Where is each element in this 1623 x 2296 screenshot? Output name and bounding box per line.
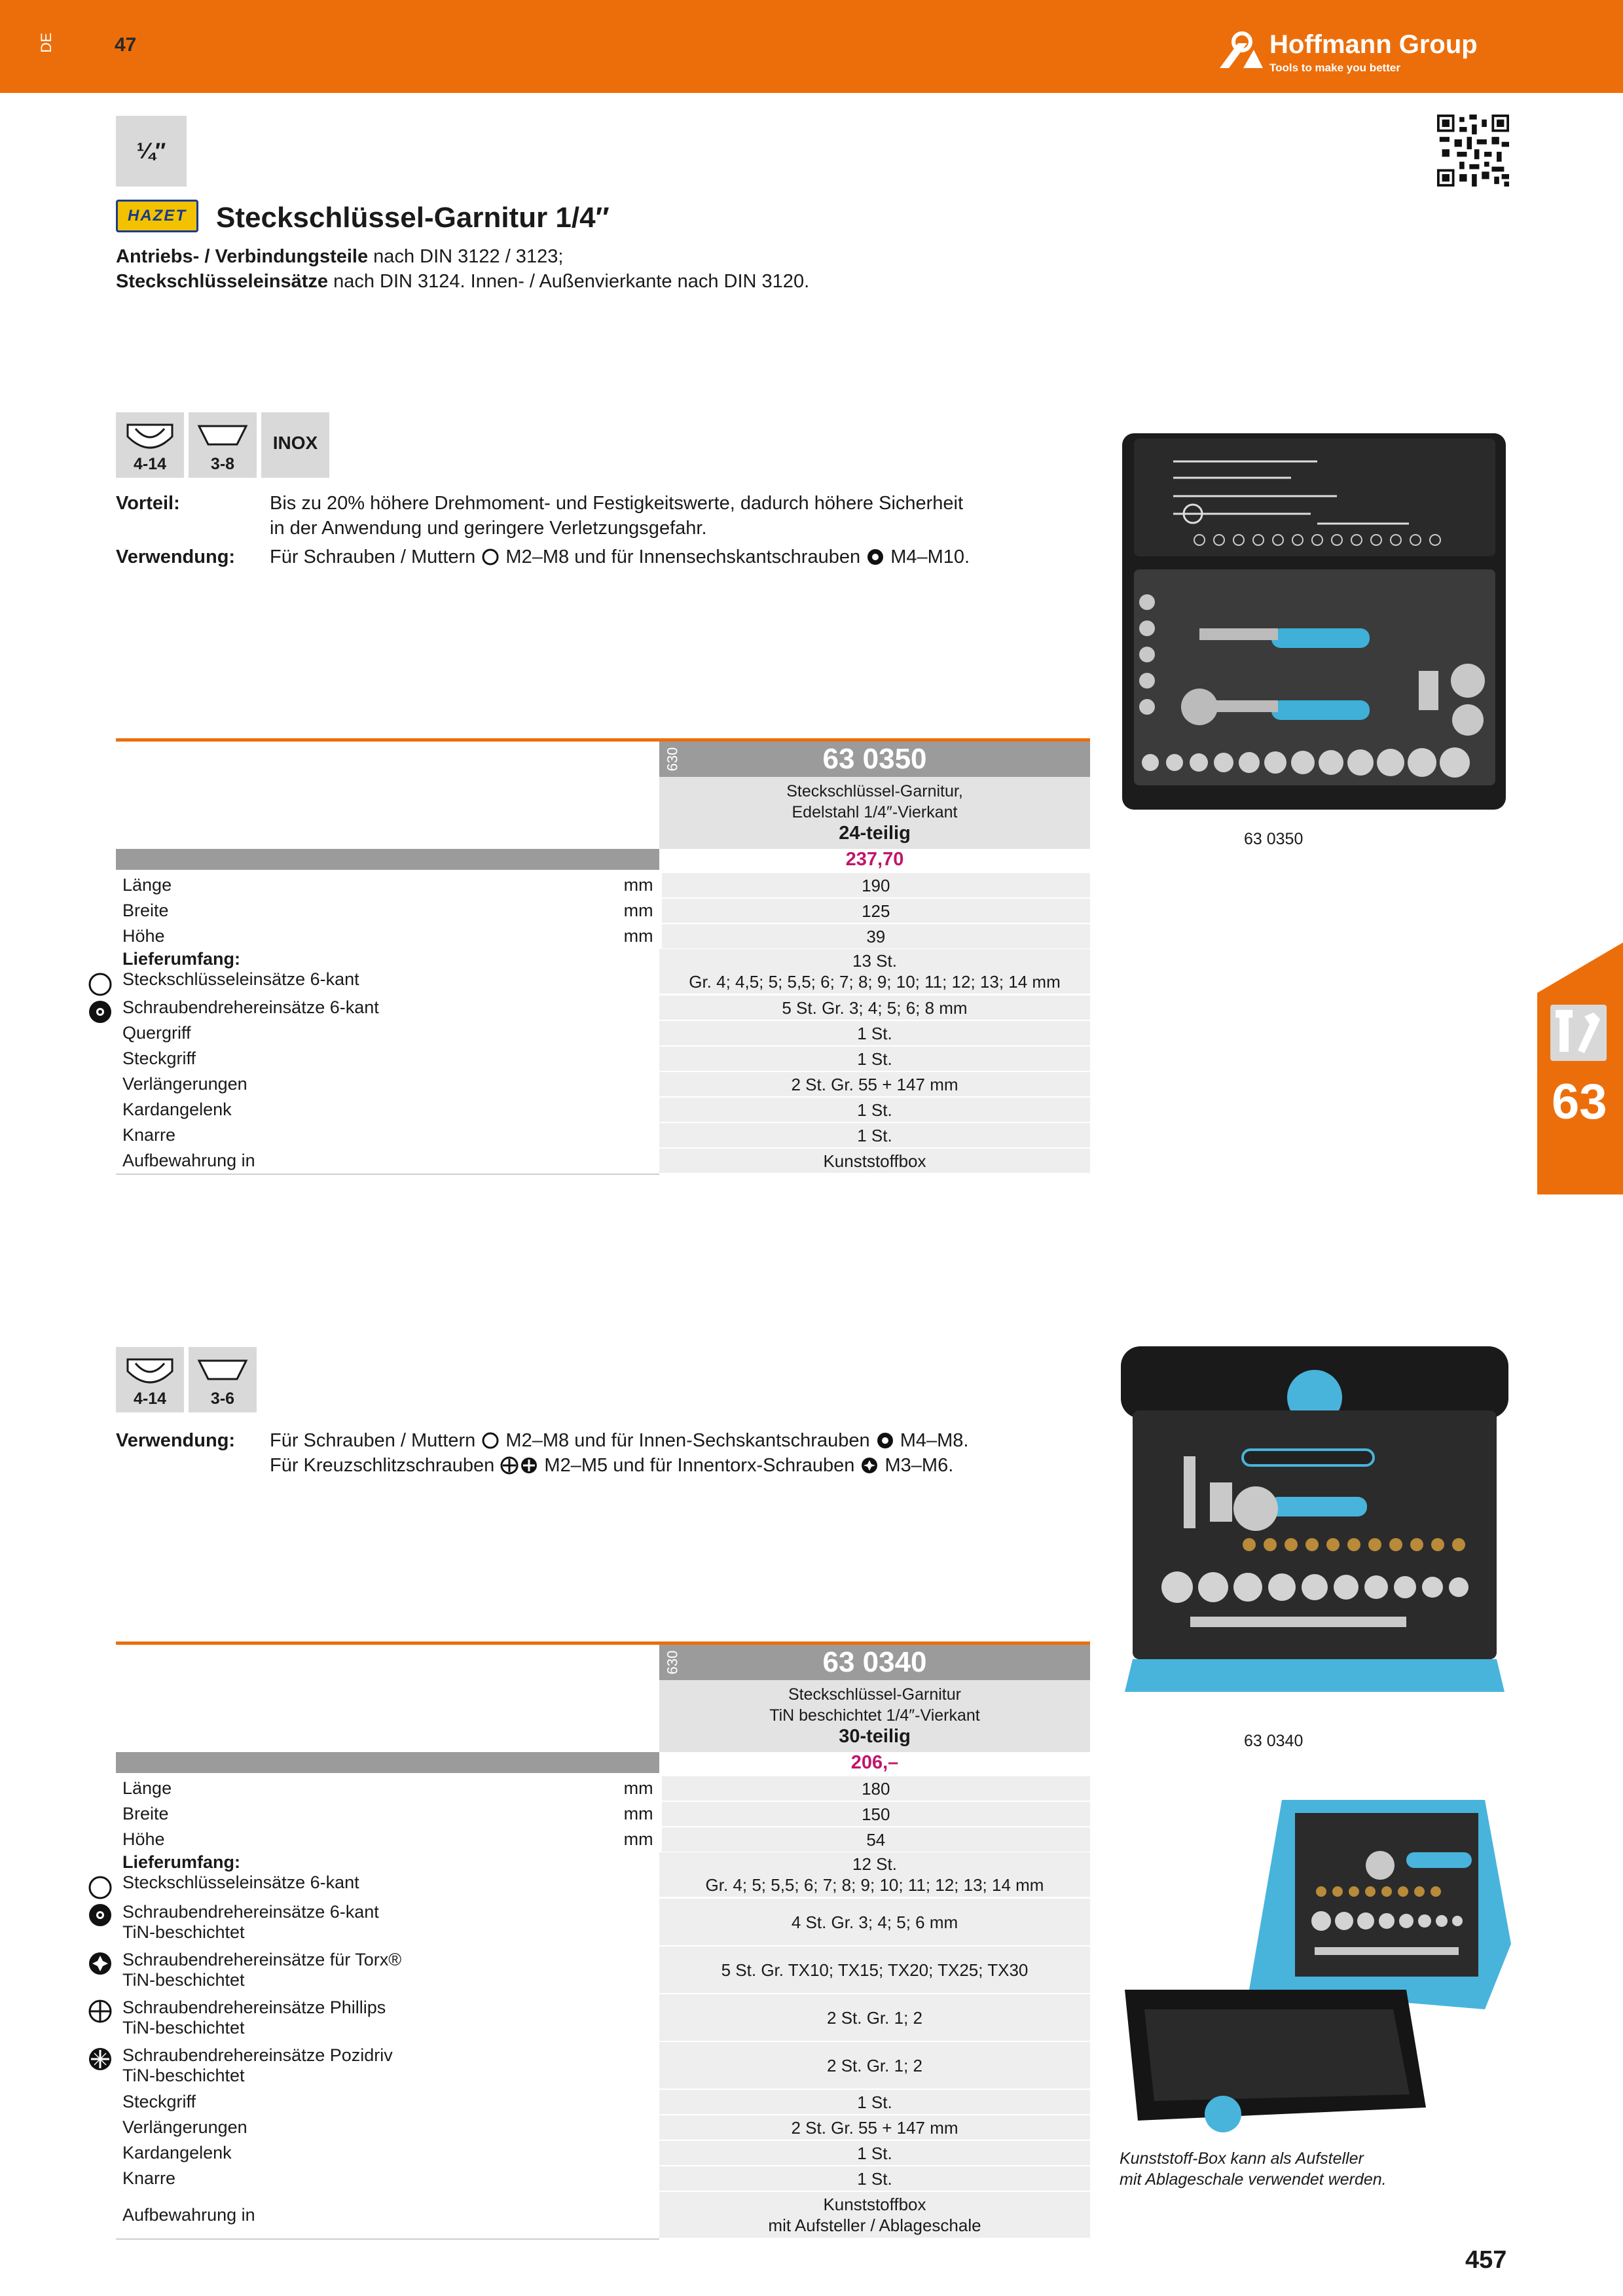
row-label: Länge [122,875,172,895]
lieferumfang-count: 12 St. [852,1854,897,1874]
pozidriv-icon [519,1456,539,1475]
desc-line-1: Steckschlüssel-Garnitur, [786,782,963,800]
item-label-cell [116,2045,659,2086]
hazet-logo-text: HAZET [128,207,187,224]
intro-bold-2: Steckschlüsseleinsätze [116,271,329,292]
table-row [116,1994,1090,2041]
item-value: 5 St. Gr. 3; 4; 5; 6; 8 mm [659,996,1090,1020]
item-label: Schraubendrehereinsätze Phillips [122,1997,386,2017]
line1-a: Für Schrauben / Muttern [270,1430,481,1451]
row-value: 180 [662,1776,1090,1801]
table-row [116,1097,1090,1122]
item-value: 4 St. Gr. 3; 4; 5; 6 mm [659,1899,1090,1945]
desc-line-3: 30-teilig [839,1726,911,1747]
table-row [116,1122,1090,1148]
article-description [659,1680,1090,1752]
item-label: Knarre [122,1125,176,1145]
item-label: Steckgriff [122,2092,196,2111]
verwendung-part-b: M2–M8 und für Innensechskantschrauben [500,547,866,567]
item-value: Kunststoffbox [659,1149,1090,1173]
item-label: Steckgriff [122,1049,196,1068]
intro-rest-1: nach DIN 3122 / 3123; [368,246,564,267]
item-label-2: TiN-beschichtet [122,2065,245,2085]
intro-rest-2: nach DIN 3124. Innen- / Außenvierkante nach DIN 3120. [328,271,810,292]
desc-line-3: 24-teilig [839,823,911,844]
item-label: Aufbewahrung in [122,1151,255,1170]
item-value: 1 St. [659,2166,1090,2191]
chapter-number: 63 [1552,1074,1607,1130]
group-number: 630 [664,1650,681,1675]
verwendung-text-2 [270,1428,1121,1478]
verwendung-label: Verwendung: [116,547,236,567]
lieferumfang-value [659,1852,1090,1897]
open-circle-icon [86,971,114,998]
item-value: 1 St. [659,2141,1090,2165]
line1-c: M4–M8. [894,1430,969,1451]
desc-line-2: TiN beschichtet 1/4″-Vierkant [769,1706,980,1725]
table-row [116,1898,1090,1946]
item-label: Knarre [122,2168,176,2188]
vorteil-label: Vorteil: [116,493,180,514]
vorteil-text [270,491,1055,541]
table-row [116,1046,1090,1071]
row-label: Breite [122,1804,169,1823]
row-label: Länge [122,1778,172,1798]
page-number: 457 [1465,2246,1507,2274]
item-label: Steckschlüsseleinsätze 6-kant [122,969,359,989]
product-image-630350[interactable] [1121,432,1507,812]
desc-line-1: Steckschlüssel-Garnitur [788,1685,961,1704]
chapter-tab[interactable] [1537,942,1623,1194]
article-number: 63 0350 [822,743,927,775]
item-label-2: TiN-beschichtet [122,1969,245,1990]
hoffmann-logo[interactable] [1217,25,1505,77]
item-label-cell [116,1998,659,2038]
item-label: Schraubendrehereinsätze Pozidriv [122,2045,393,2065]
item-value: 2 St. Gr. 55 + 147 mm [659,2115,1090,2140]
lieferumfang-label: Lieferumfang: [122,949,241,969]
price-band [116,1752,659,1773]
hoffmann-logo-icon [1217,30,1266,69]
table-row [116,924,1090,949]
item-value: 5 St. Gr. TX10; TX15; TX20; TX25; TX30 [659,1946,1090,1993]
qr-code-icon[interactable] [1437,115,1509,187]
key-size-cell [189,412,257,478]
stand-caption-line-2: mit Ablageschale verwendet werden. [1120,2170,1387,2189]
torx-icon [860,1456,879,1475]
storage-value-1: Kunststoffbox [823,2195,926,2214]
article-number: 63 0340 [822,1646,927,1678]
lieferumfang-count: 13 St. [852,951,897,971]
product-image-630340-stand[interactable] [1118,1793,1511,2147]
item-value: 1 St. [659,1098,1090,1122]
row-label: Breite [122,901,169,920]
item-value: 1 St. [659,1047,1090,1071]
row-label: Höhe [122,1829,165,1849]
drive-size-box: ¼″ [116,116,187,187]
table-row [116,2166,1090,2191]
pozidriv-icon [86,2045,114,2073]
spec-table-630340 [116,1641,1090,1773]
row-unit: mm [623,1804,653,1823]
desc-line-2: Edelstahl 1/4″-Vierkant [792,803,958,821]
key-size-label: 3-6 [210,1390,235,1408]
price[interactable]: 237,70 [845,849,904,870]
table-row-lieferumfang [116,1852,1090,1898]
row-value: 190 [662,873,1090,897]
table-header-630340 [659,1645,1090,1680]
product-image-630340[interactable] [1118,1345,1511,1705]
table-bottom-rule [116,1174,659,1175]
table-row [116,1946,1090,1994]
inox-badge: INOX [261,412,329,478]
language-code: DE [38,33,54,53]
key-size-cell [189,1347,257,1412]
socket-size-cell [116,1347,184,1412]
table-row [116,2041,1090,2089]
item-value: 2 St. Gr. 1; 2 [659,1994,1090,2041]
line2-a: Für Kreuzschlitzschrauben [270,1455,500,1476]
table-bottom-rule [116,2238,659,2240]
hex-socket-icon [122,1357,177,1390]
item-label: Kardangelenk [122,1100,232,1119]
table-row [116,2089,1090,2115]
verwendung-text [270,545,1121,569]
row-unit: mm [623,875,653,895]
catalog-page-number: 47 [115,34,137,56]
item-label: Verlängerungen [122,2117,247,2137]
intro-bold-1: Antriebs- / Verbindungsteile [116,246,369,267]
row-value: 39 [662,924,1090,948]
item-label: Aufbewahrung in [122,2204,255,2225]
table-row-lieferumfang [116,949,1090,995]
table-row [116,1776,1090,1801]
item-label: Verlängerungen [122,1074,247,1094]
filled-circle-icon [86,1901,114,1929]
table-row [116,995,1090,1020]
storage-value [659,2192,1090,2238]
table-row [116,872,1090,898]
vorteil-line-1: Bis zu 20% höhere Drehmoment- und Festigkeitswerte, dadurch höhere Sicherheit [270,493,964,514]
item-label: Schraubendrehereinsätze 6-kant [122,997,379,1017]
verwendung-part-a: Für Schrauben / Muttern [270,547,481,567]
table-row [116,2191,1090,2238]
spec-table-630350 [116,738,1090,870]
verwendung-part-c: M4–M10. [885,547,970,567]
hex-socket-icon [122,422,177,455]
row-unit: mm [623,926,653,946]
stand-caption [1120,2148,1387,2190]
table-header-630350 [659,742,1090,777]
item-label-cell [116,1902,659,1943]
image-caption-630350: 63 0350 [1244,830,1304,848]
socket-size-cell [116,412,184,478]
image-caption-630340: 63 0340 [1244,1732,1304,1750]
table-row [116,1801,1090,1827]
group-number: 630 [664,747,681,772]
lieferumfang-cell [116,1852,659,1898]
key-size-label: 3-8 [210,455,235,473]
row-value: 54 [662,1827,1090,1852]
storage-value-2: mit Aufsteller / Ablageschale [768,2215,981,2235]
open-circle-icon [481,548,500,566]
table-row [116,898,1090,924]
brand-name: Hoffmann Group [1269,30,1478,59]
row-value: 125 [662,899,1090,923]
brand-tagline: Tools to make you better [1269,62,1400,74]
item-value: Gr. 4; 4,5; 5; 5,5; 6; 7; 8; 9; 10; 11; 12; 13; 14 mm [689,972,1061,992]
socket-size-label: 4-14 [133,455,167,473]
item-value: Gr. 4; 5; 5,5; 6; 7; 8; 9; 10; 11; 12; 13; 14 mm [705,1875,1044,1895]
open-circle-icon [481,1431,500,1450]
phillips-icon [86,1998,114,2025]
row-unit: mm [623,901,653,920]
verwendung-label-2: Verwendung: [116,1430,236,1451]
hex-key-icon [195,1357,250,1390]
item-value: 1 St. [659,1021,1090,1045]
table-row [116,1148,1090,1174]
item-value: 2 St. Gr. 1; 2 [659,2042,1090,2089]
price-band [116,849,659,870]
open-circle-icon [86,1874,114,1901]
item-value: 2 St. Gr. 55 + 147 mm [659,1072,1090,1096]
socket-size-label: 4-14 [133,1390,167,1408]
row-value: 150 [662,1802,1090,1826]
filled-circle-icon [86,998,114,1026]
item-label: Steckschlüsseleinsätze 6-kant [122,1873,359,1892]
row-unit: mm [623,1829,653,1849]
torx-icon [86,1950,114,1977]
spec-rows-630340 [116,1776,1090,2240]
spec-rows-630350 [116,872,1090,1175]
table-row [116,2115,1090,2140]
section-title: Steckschlüssel-Garnitur 1/4″ [216,202,610,234]
vorteil-line-2: in der Anwendung und geringere Verletzungsgefahr. [270,518,707,539]
item-label: Quergriff [122,1023,191,1043]
table-row [116,1020,1090,1046]
table-row [116,2140,1090,2166]
item-value: 1 St. [659,1123,1090,1147]
line2-c: M3–M6. [879,1455,954,1476]
item-label-2: TiN-beschichtet [122,2017,245,2037]
table-row [116,1071,1090,1097]
section-intro [116,244,1098,294]
line1-b: M2–M8 und für Innen-Sechskantschrauben [500,1430,875,1451]
item-label: Kardangelenk [122,2143,232,2162]
article-description [659,777,1090,849]
stand-caption-line-1: Kunststoff-Box kann als Aufsteller [1120,2149,1364,2168]
filled-circle-icon [866,548,885,566]
row-label: Höhe [122,926,165,946]
phillips-icon [500,1456,519,1475]
item-label-cell [116,1950,659,1990]
filled-circle-icon [875,1431,895,1450]
lieferumfang-label: Lieferumfang: [122,1852,241,1872]
lieferumfang-cell [116,949,659,995]
item-label: Schraubendrehereinsätze 6-kant [122,1901,379,1922]
price[interactable]: 206,– [850,1752,899,1773]
item-value: 1 St. [659,2090,1090,2114]
item-label: Schraubendrehereinsätze für Torx® [122,1949,402,1969]
lieferumfang-value [659,949,1090,994]
table-row [116,1827,1090,1852]
tool-chapter-icon [1550,1005,1607,1061]
item-label-2: TiN-beschichtet [122,1922,245,1942]
hazet-logo [116,200,198,232]
hex-key-icon [195,422,250,455]
row-unit: mm [623,1778,653,1798]
line2-b: M2–M5 und für Innentorx-Schrauben [539,1455,860,1476]
